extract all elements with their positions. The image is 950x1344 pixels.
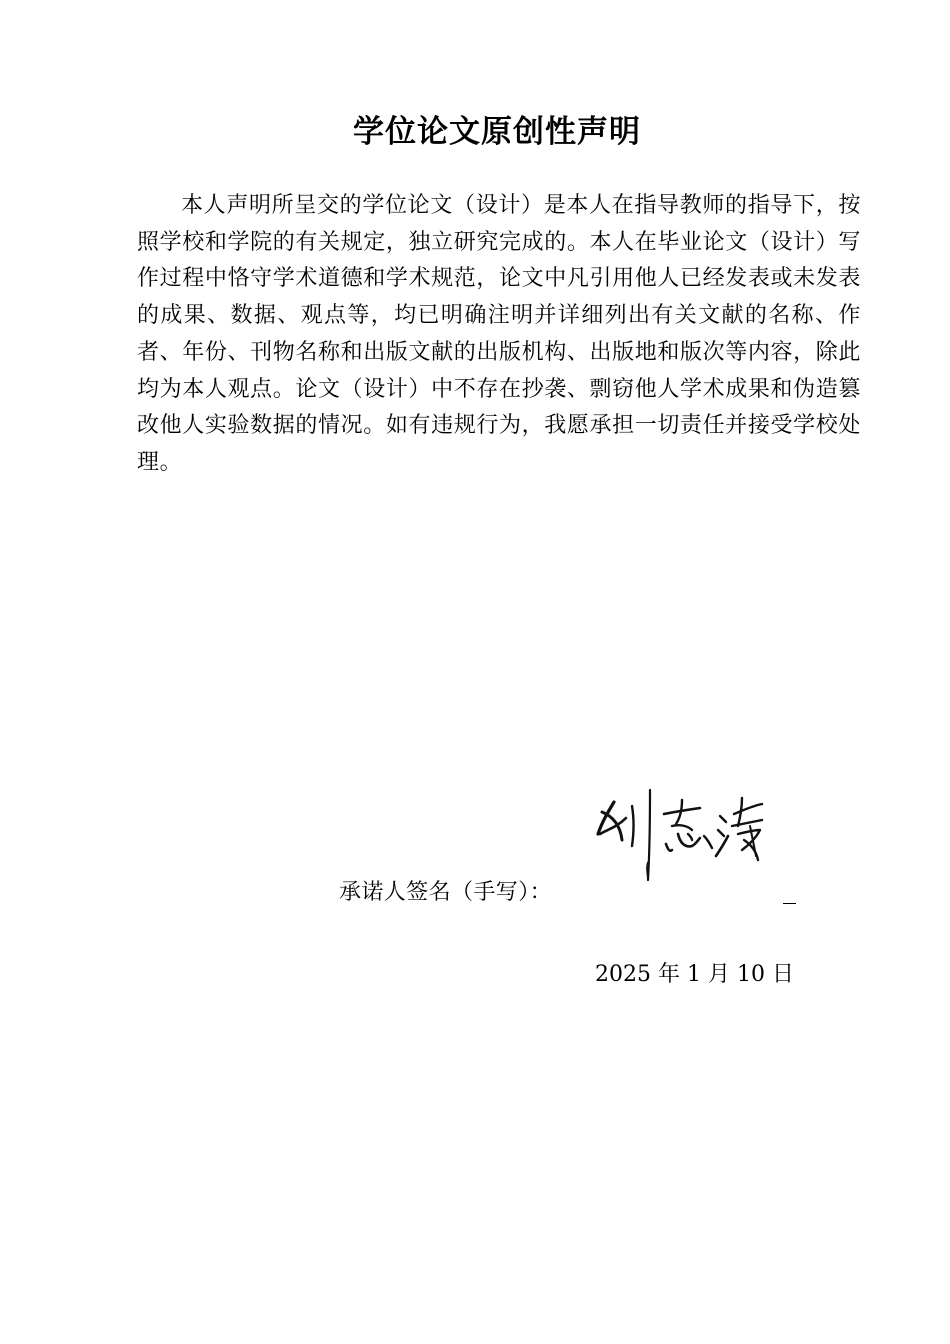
- declaration-date: 2025 年 1 月 10 日: [595, 962, 794, 987]
- signature-label: 承诺人签名（手写）：: [339, 880, 553, 905]
- handwritten-signature: [592, 784, 772, 884]
- signature-drawing: [592, 784, 772, 884]
- signature-underline: [783, 903, 796, 904]
- page-title: 学位论文原创性声明: [353, 114, 641, 150]
- declaration-body: 本人声明所呈交的学位论文（设计）是本人在指导教师的指导下，按照学校和学院的有关规定，独立研究完成的。本人在毕业论文（设计）写作过程中恪守学术道德和学术规范，论文中凡引用他人已经发表或未发表的成果、数据、观点等，均已明确注明并详细列出有关文献的名称、作者、年份、刊物名称和出版文献的出版机构、出版地和版次等内容，除此均为本人观点。论文（设计）中不存在抄袭、剽窃他人学术成果和伪造篡改他人实验数据的情况。如有违规行为，我愿承担一切责任并接受学校处理。: [137, 193, 861, 475]
